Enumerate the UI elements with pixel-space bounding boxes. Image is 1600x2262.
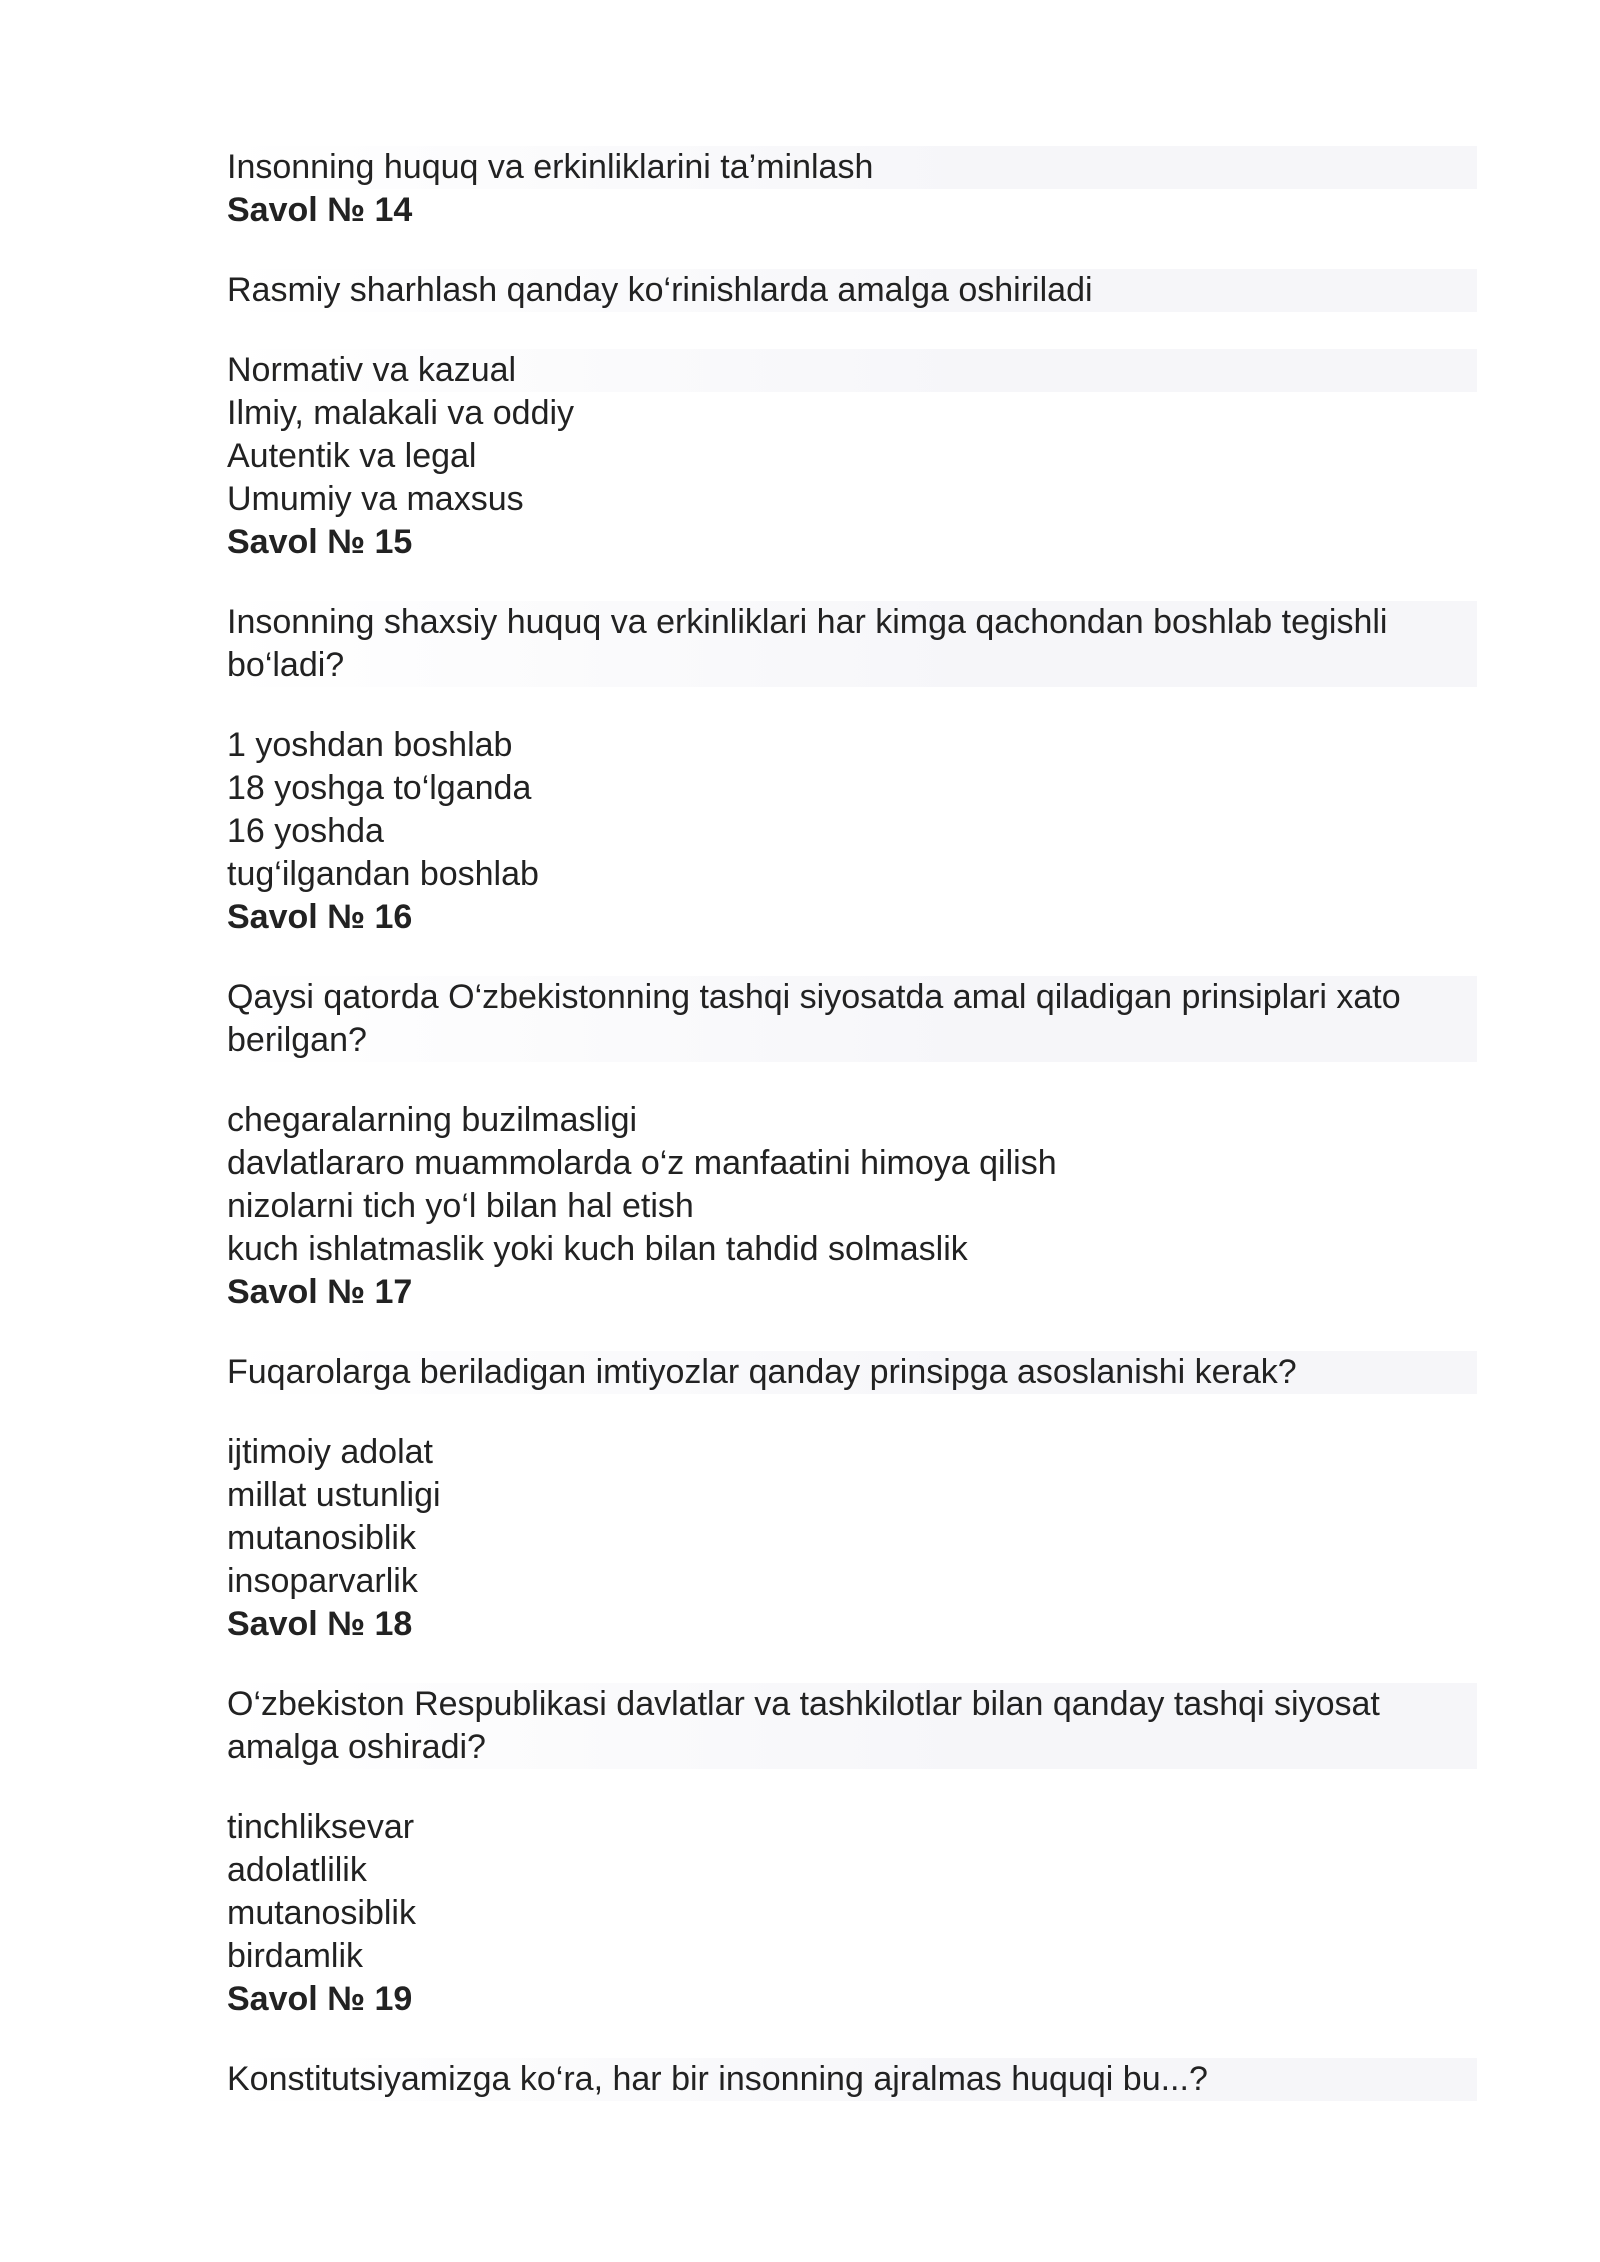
question-text: O‘zbekiston Respublikasi davlatlar va tashkilotlar bilan qanday tashqi siyosat amalga oshiradi? [227,1683,1477,1769]
answer-option: davlatlararo muammolarda o‘z manfaatini himoya qilish [227,1144,1057,1182]
question-text: Rasmiy sharhlash qanday ko‘rinishlarda amalga oshiriladi [227,269,1477,312]
answer-option: mutanosiblik [227,1519,416,1557]
question-number: Savol № 14 [227,191,413,229]
answer-option: insoparvarlik [227,1562,418,1600]
question-number: Savol № 15 [227,523,413,561]
question-block [227,896,1477,1271]
question-block [227,1978,1477,2101]
answer-option: Ilmiy, malakali va oddiy [227,394,575,432]
question-text: Konstitutsiyamizga ko‘ra, har bir insonning ajralmas huquqi bu...? [227,2058,1477,2101]
answer-option: tug‘ilgandan boshlab [227,855,539,893]
answer-option: Normativ va kazual [227,349,1477,392]
question-text: Qaysi qatorda O‘zbekistonning tashqi siyosatda amal qiladigan prinsiplari xato berilgan? [227,976,1477,1062]
answer-option: 16 yoshda [227,812,384,850]
document-page [227,146,1477,2101]
answer-option: ijtimoiy adolat [227,1433,433,1471]
answer-option: 18 yoshga to‘lganda [227,769,532,807]
answer-option: 1 yoshdan boshlab [227,726,513,764]
answer-option: Umumiy va maxsus [227,480,524,518]
answer-option: adolatlilik [227,1851,367,1889]
answer-option: birdamlik [227,1937,364,1975]
answer-option: Autentik va legal [227,437,477,475]
question-text: Insonning shaxsiy huquq va erkinliklari har kimga qachondan boshlab tegishli bo‘ladi? [227,601,1477,687]
intro-line: Insonning huquq va erkinliklarini ta’minlash [227,146,1477,189]
question-number: Savol № 19 [227,1980,413,2018]
question-text: Fuqarolarga beriladigan imtiyozlar qanday prinsipga asoslanishi kerak? [227,1351,1477,1394]
question-number: Savol № 16 [227,898,413,936]
answer-option: nizolarni tich yo‘l bilan hal etish [227,1187,694,1225]
answer-option: millat ustunligi [227,1476,441,1514]
question-number: Savol № 17 [227,1273,413,1311]
answer-option: mutanosiblik [227,1894,416,1932]
answer-option: chegaralarning buzilmasligi [227,1101,638,1139]
question-block [227,521,1477,896]
question-block [227,189,1477,521]
question-number: Savol № 18 [227,1605,413,1643]
answer-option: tinchliksevar [227,1808,415,1846]
question-block [227,1271,1477,1603]
answer-option: kuch ishlatmaslik yoki kuch bilan tahdid solmaslik [227,1230,968,1268]
question-block [227,1603,1477,1978]
